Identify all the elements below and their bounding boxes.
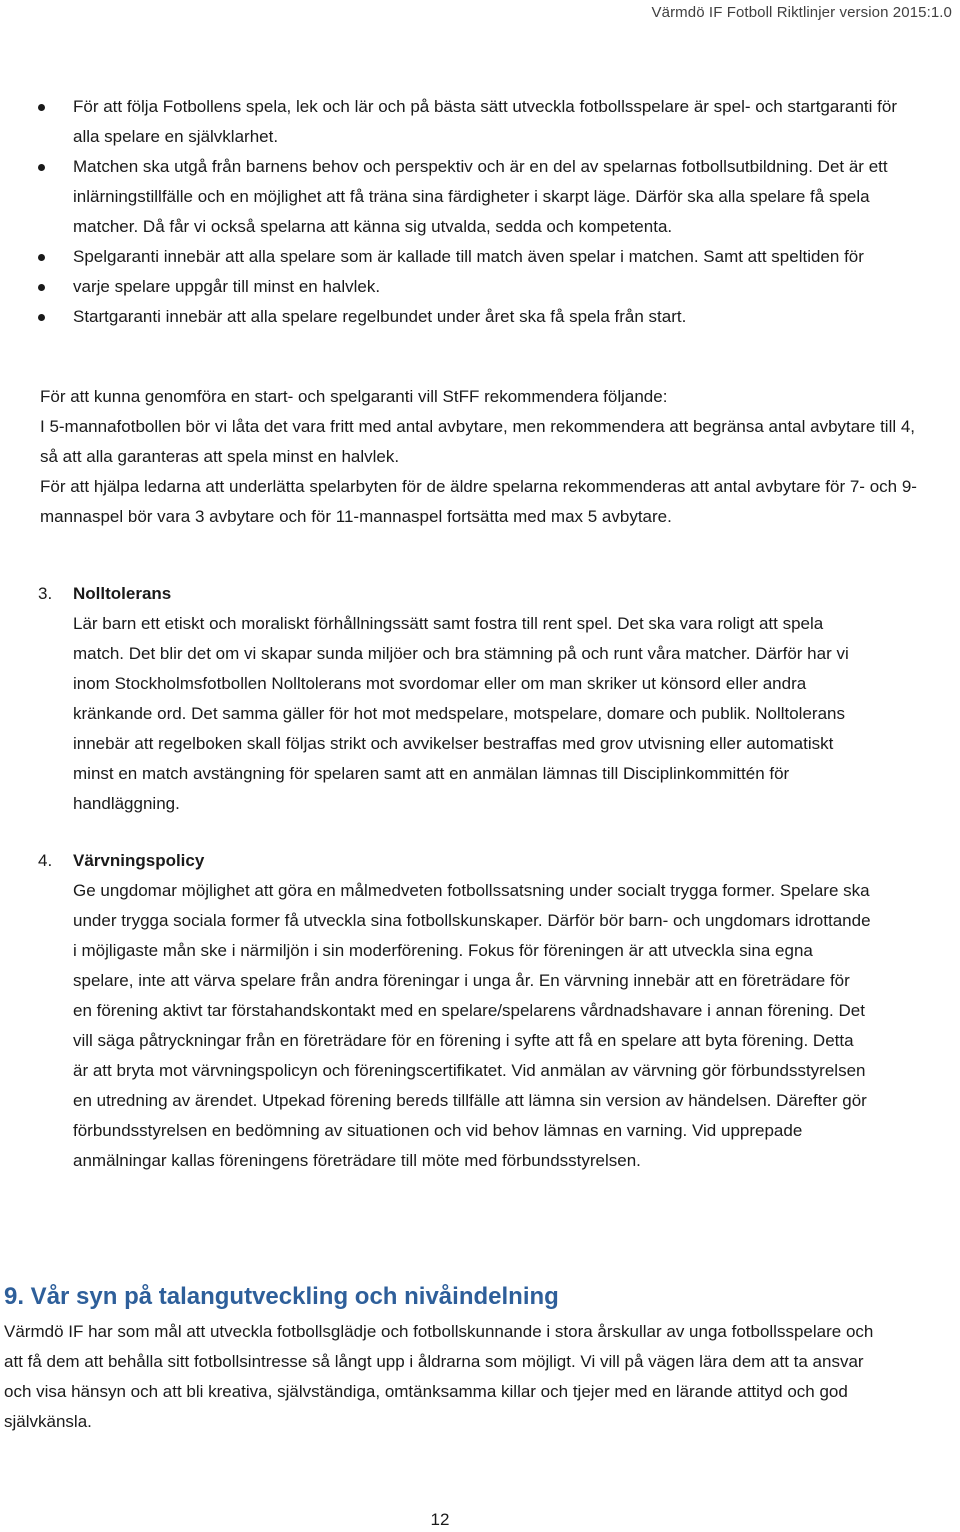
section-body: Lär barn ett etiskt och moraliskt förhållningssätt samt fostra till rent spel. Det ska vara roligt att spela match. Det blir det om vi skapar sunda miljöer och bra stämning på och runt våra matcher. Därför har vi inom Stockholmsfotbollen Nolltolerans mot svordomar eller om man skriker ut könsord eller andra kränkande ord. Det samma gäller för hot mot medspelare, motspelare, domare och publik. Nolltolerans innebär att regelboken skall följas strikt och avvikelser bestraffas med grov utvisning eller automatiskt minst en match avstängning för spelaren samt att en anmälan lämnas till Disciplinkommittén för handläggning. <box>73 614 849 813</box>
page-header: Värmdö IF Fotboll Riktlinjer version 2015:1.0 <box>651 4 952 21</box>
bullet-list <box>0 92 900 332</box>
intro-line: I 5-mannafotbollen bör vi låta det vara fritt med antal avbytare, men rekommendera att begränsa antal avbytare till 4, så att alla garanteras att spela minst en halvlek. <box>40 417 916 466</box>
section-number: 3. <box>38 584 53 603</box>
bullet-text: För att följa Fotbollens spela, lek och lär och på bästa sätt utveckla fotbollsspelare är spel- och startgaranti för alla spelare en självklarhet. <box>73 97 897 146</box>
page-number-text: 12 <box>430 1510 450 1529</box>
bullet-text: Matchen ska utgå från barnens behov och perspektiv och är en del av spelarnas fotbollsutbildning. Det är ett inlärningstillfälle och en möjlighet att få träna sina färdigheter i skarpt läge. Därför ska alla spelare få spela matcher. Då får vi också spelarna att känna sig utvalda, sedda och kompetenta. <box>73 157 888 236</box>
bullet-item <box>0 302 900 332</box>
section-title: Värvningspolicy <box>73 851 205 870</box>
bullet-item <box>0 152 900 242</box>
section-body: Ge ungdomar möjlighet att göra en målmedveten fotbollssatsning under socialt trygga former. Spelare ska under trygga sociala former få utveckla sina fotbollskunskaper. Därför bör barn- och ungdomars idrottande i möjligaste mån ske i närmiljön i sin moderförening. Fokus för föreningen är att utveckla sina egna spelare, inte att värva spelare från andra föreningar i unga år. En värvning innebär att en företrädare för en förening aktivt tar förstahandskontakt med en spelare/spelarens vårdnadshavare i annan förening. Det vill säga påtryckningar från en företrädare för en förening i syfte att få en spelare att byta förening. Detta är att bryta mot värvningspolicyn och föreningscertifikatet. Vid anmälan av värvning gör förbundsstyrelsen en utredning av ärendet. Utpekad förening bereds tillfälle att lämna sin version av händelsen. Därefter gör förbundsstyrelsen en bedömning av situationen och vid behov lämnas en varning. Vid upprepade anmälningar kallas föreningens företrädare till möte med förbundsstyrelsen. <box>73 881 871 1170</box>
bullet-text: Spelgaranti innebär att alla spelare som är kallade till match även spelar i matchen. Samt att speltiden för varje spelare uppgår till minst en halvlek. <box>73 247 864 296</box>
bullet-icon <box>38 314 45 321</box>
page-number <box>0 1510 880 1530</box>
bullet-text: Startgaranti innebär att alla spelare regelbundet under året ska få spela från start. <box>73 307 687 326</box>
section-title: Nolltolerans <box>73 584 172 603</box>
intro-paragraphs <box>40 382 920 532</box>
section-body-talangutveckling: Värmdö IF har som mål att utveckla fotbollsglädje och fotbollskunnande i stora årskullar av unga fotbollsspelare och att få dem att behålla sitt fotbollsintresse så långt upp i åldrarna som möjligt. Vi vill på vägen lära dem att ta ansvar och visa hänsyn och att bli kreativa, självständiga, omtänksamma killar och tjejer med en lärande attityd och god självkänsla. <box>4 1322 874 1431</box>
bullet-icon <box>38 284 45 291</box>
bullet-icon <box>38 104 45 111</box>
bullet-icon <box>38 254 45 261</box>
section-heading-talangutveckling: 9. Vår syn på talangutveckling och nivåindelning <box>4 1283 559 1310</box>
intro-line: För att hjälpa ledarna att underlätta spelarbyten för de äldre spelarna rekommenderas att antal avbytare för 7- och 9-mannaspel bör vara 3 avbytare och för 11-mannaspel fortsätta med max 5 avbytare. <box>40 477 917 526</box>
intro-line: För att kunna genomföra en start- och spelgaranti vill StFF rekommendera följande: <box>40 387 668 406</box>
bullet-item <box>0 242 900 302</box>
section-number: 4. <box>38 851 53 870</box>
bullet-icon <box>38 164 45 171</box>
bullet-item <box>0 92 900 152</box>
